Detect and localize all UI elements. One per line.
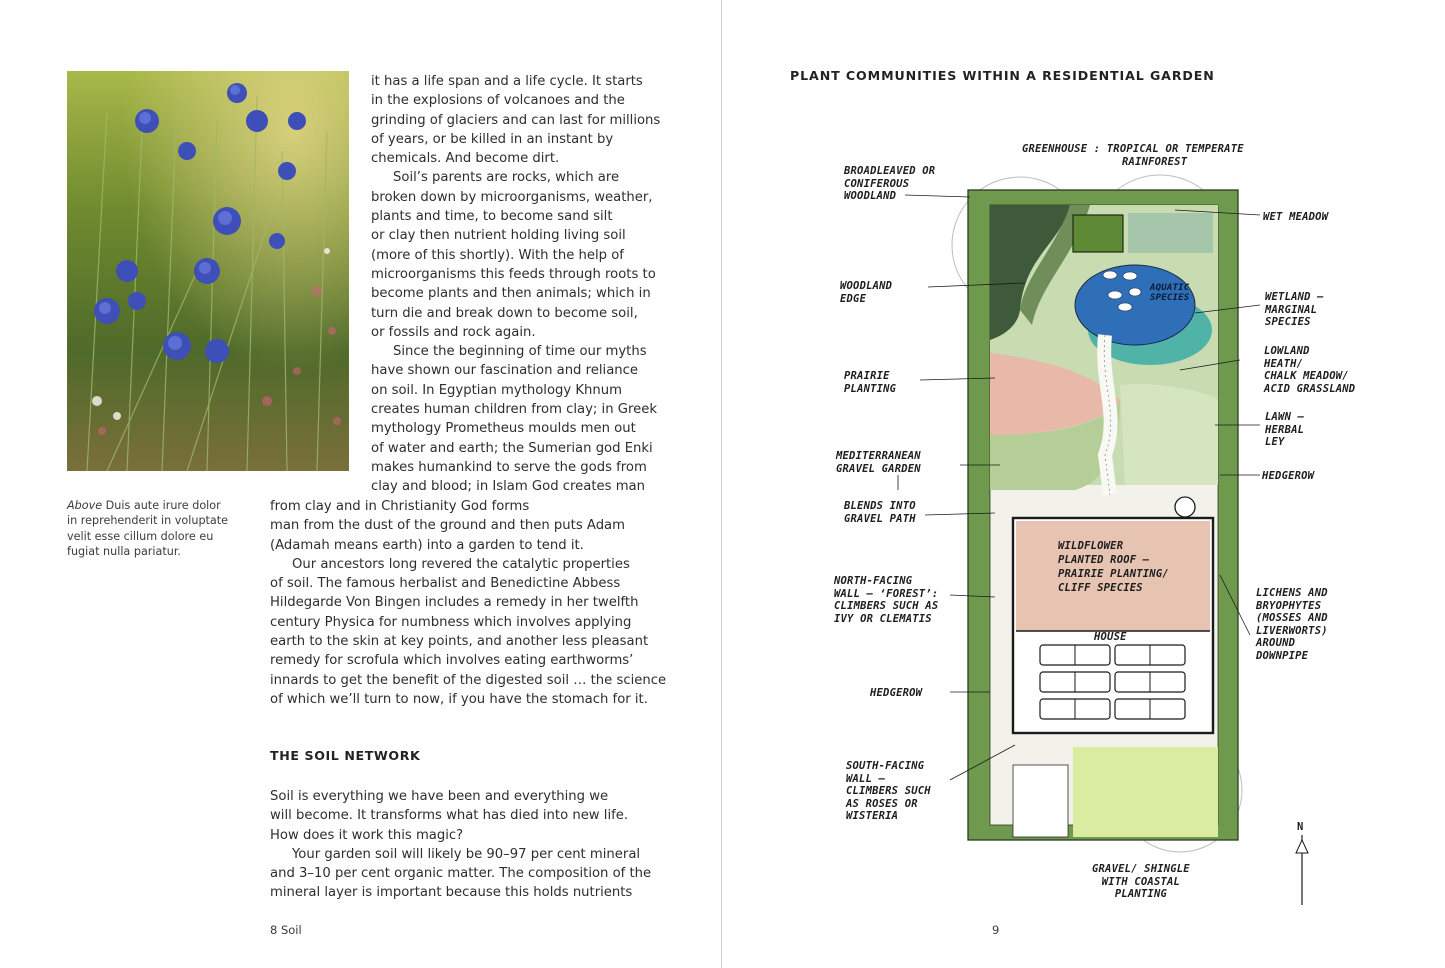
text-line: plants and time, to become sand silt <box>371 209 613 225</box>
text-line: How does it work this magic? <box>270 827 464 843</box>
label-wet-meadow: WET MEADOW <box>1263 211 1329 223</box>
label-aquatic-species: AQUATIC SPECIES <box>1150 283 1190 303</box>
text-line: turn die and break down to become soil, <box>371 305 638 321</box>
text-line: of soil. The famous herbalist and Benedictine Abbess <box>270 576 621 592</box>
text-line: Hildegarde Von Bingen includes a remedy in her twelfth <box>270 595 639 611</box>
label-north-facing-wall: NORTH-FACING WALL – ‘FOREST’: CLIMBERS SUCH AS IVY OR CLEMATIS <box>834 575 939 625</box>
text-line: mythology Prometheus moulds men out <box>371 421 636 437</box>
text-line: of water and earth; the Sumerian god Enki <box>371 440 653 456</box>
text-line: remedy for scrofula which involves eating earthworms’ <box>270 653 634 669</box>
text-line: Your garden soil will likely be 90–97 per cent mineral <box>292 846 641 862</box>
section-heading: THE SOIL NETWORK <box>270 748 421 763</box>
text-line: Since the beginning of time our myths <box>393 344 647 360</box>
text-line: Our ancestors long revered the catalytic properties <box>292 556 630 572</box>
page-number-left: 8 Soil <box>270 923 302 937</box>
label-prairie-planting: PRAIRIE PLANTING <box>844 370 897 395</box>
text-line: innards to get the benefit of the digested soil … the science <box>270 672 667 688</box>
text-line: chemicals. And become dirt. <box>371 151 560 167</box>
caption-line: fugiat nulla pariatur. <box>67 545 181 559</box>
body-text-column-right <box>371 72 660 497</box>
body-text-column-wide <box>270 497 666 709</box>
label-lichens-bryophytes: LICHENS AND BRYOPHYTES (MOSSES AND LIVERWORTS) AROUND DOWNPIPE <box>1256 587 1328 662</box>
body-text-column-section <box>270 787 651 903</box>
text-line: have shown our fascination and reliance <box>371 363 639 379</box>
text-line: microorganisms this feeds through roots to <box>371 266 656 282</box>
label-gravel-shingle: GRAVEL/ SHINGLE WITH COASTAL PLANTING <box>1092 863 1190 900</box>
label-house: HOUSE <box>1094 631 1127 643</box>
label-wetland-marginal: WETLAND – MARGINAL SPECIES <box>1265 291 1324 328</box>
caption-line: velit esse cillum dolore eu <box>67 529 214 543</box>
text-line: Soil is everything we have been and everything we <box>270 789 609 804</box>
text-line: century Physica for numbness which involves applying <box>270 614 632 630</box>
text-line: earth to the skin at key points, and another less pleasant <box>270 634 649 650</box>
text-line: and 3–10 per cent organic matter. The composition of the <box>270 866 652 882</box>
photo-caption <box>67 498 237 560</box>
text-line: it has a life span and a life cycle. It starts <box>371 74 643 89</box>
text-line: creates human children from clay; in Greek <box>371 402 657 418</box>
north-arrow-label: N <box>1297 821 1304 833</box>
text-line: on soil. In Egyptian mythology Khnum <box>371 382 622 398</box>
cornflower-photo <box>67 71 349 471</box>
text-line: of years, or be killed in an instant by <box>371 131 614 147</box>
label-broadleaved-woodland: BROADLEAVED OR CONIFEROUS WOODLAND <box>844 165 936 202</box>
text-line: or clay then nutrient holding living soil <box>371 228 626 244</box>
text-line: Soil’s parents are rocks, which are <box>393 170 620 186</box>
label-blends-gravel-path: BLENDS INTO GRAVEL PATH <box>844 500 916 525</box>
text-line: makes humankind to serve the gods from <box>371 459 647 475</box>
text-line: (more of this shortly). With the help of <box>371 247 624 263</box>
label-wildflower-roof: WILDFLOWER PLANTED ROOF – PRAIRIE PLANTING/ CLIFF SPECIES <box>1058 540 1169 594</box>
label-south-facing-wall: SOUTH-FACING WALL – CLIMBERS SUCH AS ROSES OR WISTERIA <box>846 760 931 822</box>
text-line: grinding of glaciers and can last for millions <box>371 112 661 128</box>
caption-lead: Above <box>67 499 103 512</box>
text-line: mineral layer is important because this holds nutrients <box>270 885 633 901</box>
text-line: in the explosions of volcanoes and the <box>371 93 625 109</box>
label-lowland-heath: LOWLAND HEATH/ CHALK MEADOW/ ACID GRASSLAND <box>1264 345 1356 395</box>
garden-plan <box>820 135 1380 910</box>
plan-title: PLANT COMMUNITIES WITHIN A RESIDENTIAL GARDEN <box>790 68 1215 83</box>
label-hedgerow-right: HEDGEROW <box>1262 470 1315 482</box>
label-mediterranean-gravel: MEDITERRANEAN GRAVEL GARDEN <box>836 450 921 475</box>
text-line: of which we’ll turn to now, if you have the stomach for it. <box>270 691 648 707</box>
label-lawn-herbal-ley: LAWN – HERBAL LEY <box>1265 411 1305 448</box>
label-greenhouse: GREENHOUSE : TROPICAL OR TEMPERATE RAINFOREST <box>1022 143 1244 168</box>
text-line: will become. It transforms what has died into new life. <box>270 808 629 824</box>
text-line: (Adamah means earth) into a garden to tend it. <box>270 537 584 553</box>
text-line: or fossils and rock again. <box>371 324 536 340</box>
text-line: from clay and in Christianity God forms <box>270 499 530 514</box>
text-line: broken down by microorganisms, weather, <box>371 189 653 205</box>
label-hedgerow-left: HEDGEROW <box>870 687 923 699</box>
caption-line: Duis aute irure dolor <box>102 499 221 512</box>
text-line: man from the dust of the ground and then puts Adam <box>270 518 625 534</box>
text-line: clay and blood; in Islam God creates man <box>371 479 645 495</box>
text-line: become plants and then animals; which in <box>371 286 651 302</box>
caption-line: in reprehenderit in voluptate <box>67 514 229 528</box>
page-number-right: 9 <box>992 923 1000 937</box>
label-woodland-edge: WOODLAND EDGE <box>840 280 893 305</box>
book-gutter <box>721 0 722 968</box>
